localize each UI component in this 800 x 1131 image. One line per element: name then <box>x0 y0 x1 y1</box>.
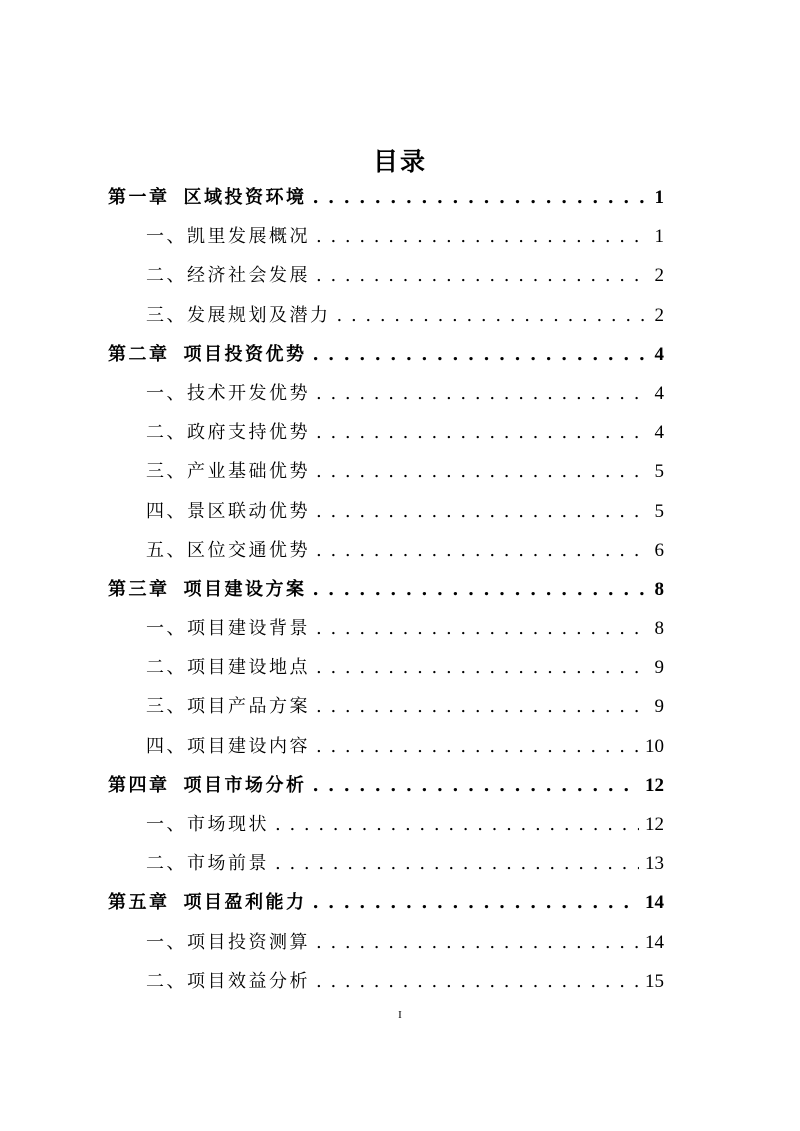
toc-entry-label <box>146 648 310 687</box>
entry-page-number: 14 <box>645 931 664 953</box>
dot-leader <box>275 844 639 883</box>
toc-entry-label <box>146 531 310 570</box>
toc-entry-label <box>146 609 310 648</box>
entry-title: 二、项目效益分析 <box>146 970 310 992</box>
toc-entry-label <box>146 413 310 452</box>
dot-leader <box>313 883 640 922</box>
entry-page-number: 8 <box>654 578 664 600</box>
toc-section-entry[interactable] <box>108 452 664 491</box>
dot-leader <box>316 492 644 531</box>
toc-section-entry[interactable] <box>108 256 664 295</box>
table-of-contents <box>108 178 664 1001</box>
toc-chapter-entry[interactable] <box>108 883 664 922</box>
dot-leader <box>337 296 645 335</box>
toc-chapter-entry[interactable] <box>108 766 664 805</box>
entry-page-number: 1 <box>654 187 664 208</box>
entry-title: 一、项目建设背景 <box>146 618 310 640</box>
entry-title: 一、市场现状 <box>146 814 269 835</box>
entry-page-number: 9 <box>654 696 664 718</box>
entry-title: 二、政府支持优势 <box>146 422 310 444</box>
dot-leader <box>316 609 644 648</box>
dot-leader <box>316 374 644 413</box>
dot-leader <box>316 727 639 766</box>
toc-section-entry[interactable] <box>108 844 664 883</box>
entry-title: 二、市场前景 <box>146 853 269 875</box>
entry-title: 三、项目产品方案 <box>146 696 310 718</box>
entry-title: 项目建设方案 <box>183 578 307 600</box>
entry-page-number: 12 <box>645 774 664 796</box>
toc-section-entry[interactable] <box>108 531 664 570</box>
dot-leader <box>313 178 645 217</box>
toc-entry-label <box>146 374 310 413</box>
toc-entry-label <box>108 766 307 805</box>
toc-section-entry[interactable] <box>108 962 664 1001</box>
toc-entry-label <box>146 923 310 962</box>
dot-leader <box>275 805 639 844</box>
toc-section-entry[interactable] <box>108 296 664 335</box>
dot-leader <box>316 452 644 491</box>
entry-page-number: 14 <box>645 892 664 914</box>
toc-chapter-entry[interactable] <box>108 570 664 609</box>
toc-section-entry[interactable] <box>108 609 664 648</box>
toc-chapter-entry[interactable] <box>108 335 664 374</box>
entry-page-number: 4 <box>654 343 664 365</box>
toc-section-entry[interactable] <box>108 923 664 962</box>
chapter-number: 第二章 <box>108 343 170 365</box>
toc-title: 目录 <box>372 147 427 176</box>
dot-leader <box>316 923 639 962</box>
entry-page-number: 4 <box>654 382 664 404</box>
dot-leader <box>313 570 645 609</box>
entry-title: 二、项目建设地点 <box>146 657 310 679</box>
toc-entry-label <box>146 687 310 726</box>
entry-title: 四、项目建设内容 <box>146 735 310 757</box>
dot-leader <box>316 687 644 726</box>
toc-section-entry[interactable] <box>108 687 664 726</box>
entry-page-number: 13 <box>645 853 664 875</box>
toc-entry-label <box>108 570 307 609</box>
dot-leader <box>316 217 644 256</box>
dot-leader <box>316 962 639 1001</box>
entry-title: 项目市场分析 <box>183 774 307 796</box>
toc-section-entry[interactable] <box>108 413 664 452</box>
entry-page-number: 15 <box>645 970 664 992</box>
dot-leader <box>313 335 645 374</box>
toc-entry-label <box>146 492 310 531</box>
entry-title: 一、技术开发优势 <box>146 382 310 404</box>
toc-entry-label <box>146 217 310 256</box>
toc-entry-label <box>108 335 307 374</box>
toc-section-entry[interactable] <box>108 374 664 413</box>
toc-section-entry[interactable] <box>108 492 664 531</box>
toc-entry-label <box>146 256 310 295</box>
dot-leader <box>316 531 644 570</box>
toc-section-entry[interactable] <box>108 648 664 687</box>
entry-page-number: 8 <box>654 618 664 640</box>
toc-entry-label <box>146 296 331 335</box>
entry-page-number: 9 <box>654 657 664 679</box>
chapter-number: 第三章 <box>108 578 170 600</box>
entry-title: 项目盈利能力 <box>183 892 307 914</box>
entry-title: 五、区位交通优势 <box>146 539 310 561</box>
toc-entry-label <box>146 727 310 766</box>
entry-page-number: 1 <box>654 226 664 248</box>
entry-page-number: 2 <box>654 304 664 326</box>
toc-section-entry[interactable] <box>108 805 664 844</box>
entry-title: 区域投资环境 <box>183 187 307 208</box>
dot-leader <box>316 413 644 452</box>
chapter-number: 第一章 <box>108 187 170 208</box>
dot-leader <box>313 766 640 805</box>
toc-chapter-entry[interactable] <box>108 178 664 217</box>
entry-title: 一、项目投资测算 <box>146 931 310 953</box>
entry-page-number: 12 <box>645 814 664 835</box>
toc-section-entry[interactable] <box>108 727 664 766</box>
chapter-number: 第四章 <box>108 774 170 796</box>
entry-page-number: 4 <box>654 422 664 444</box>
dot-leader <box>316 256 644 295</box>
toc-entry-label <box>146 805 269 844</box>
toc-section-entry[interactable] <box>108 217 664 256</box>
entry-page-number: 2 <box>654 265 664 287</box>
toc-entry-label <box>146 962 310 1001</box>
entry-title: 三、产业基础优势 <box>146 461 310 483</box>
chapter-number: 第五章 <box>108 892 170 914</box>
toc-entry-label <box>146 452 310 491</box>
toc-entry-label <box>108 178 307 217</box>
entry-title: 三、发展规划及潜力 <box>146 304 331 326</box>
page-number-footer: I <box>398 1009 402 1021</box>
toc-entry-label <box>108 883 307 922</box>
entry-title: 四、景区联动优势 <box>146 500 310 522</box>
entry-title: 项目投资优势 <box>183 343 307 365</box>
entry-page-number: 5 <box>654 461 664 483</box>
entry-title: 二、经济社会发展 <box>146 265 310 287</box>
entry-page-number: 10 <box>645 735 664 757</box>
entry-title: 一、凯里发展概况 <box>146 226 310 248</box>
toc-entry-label <box>146 844 269 883</box>
dot-leader <box>316 648 644 687</box>
entry-page-number: 6 <box>654 539 664 561</box>
entry-page-number: 5 <box>654 500 664 522</box>
